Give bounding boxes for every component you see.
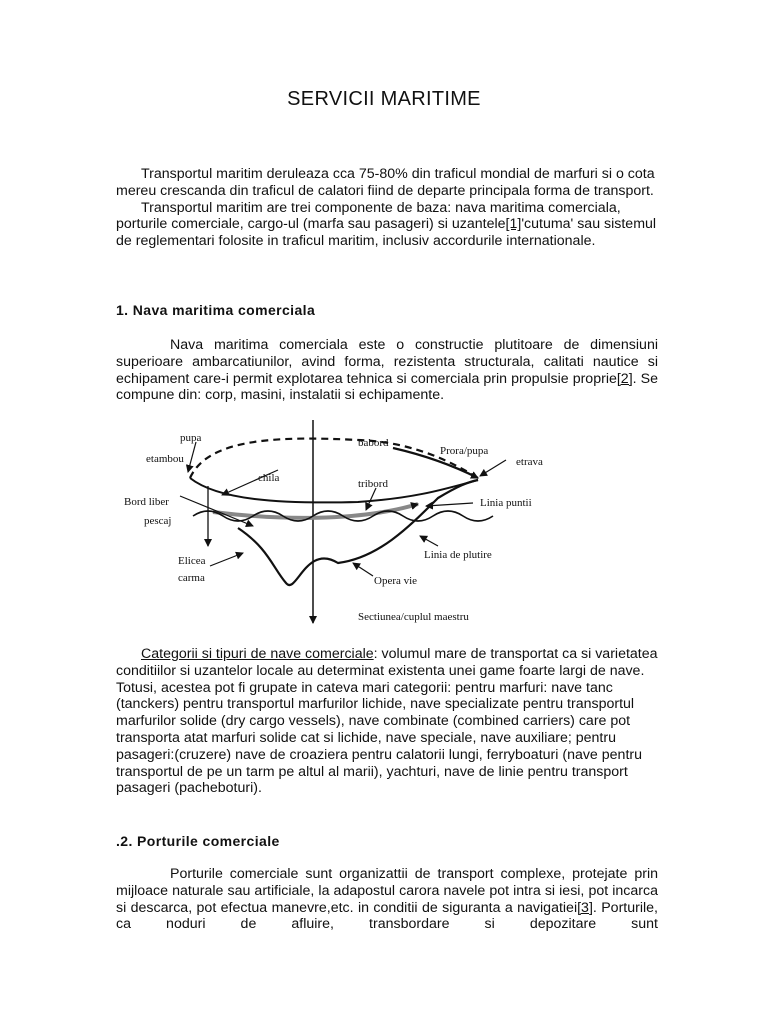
section1-paragraph <box>116 337 658 404</box>
label-chila: chila <box>258 472 280 484</box>
section2-text: Porturile comerciale sunt organizattii de transport complexe, protejate prin mijloace naturale sau artificiale, la adapostul carora navele pot intra si iesi, pot incarca si descarca, pot efectua manevre,etc. in conditii de siguranta a navigatiei <box>116 866 658 916</box>
label-pupa: pupa <box>180 432 202 444</box>
intro-p2-text-end: 'cutuma' sau sistemul de reglementari folosite in traficul maritim, inclusiv accordurile internationale. <box>116 216 657 250</box>
section1-text-end: . Se compune din: corp, masini, instalatii si echipamente. <box>116 370 658 404</box>
label-etrava: etrava <box>516 456 543 468</box>
arrow-bord-liber <box>180 496 253 526</box>
label-prora-pupa: Prora/pupa <box>440 445 489 457</box>
arrow-linia-plutire <box>420 536 438 546</box>
footnote-ref-1[interactable]: [1] <box>505 216 522 233</box>
section1-text: Nava maritima comerciala este o constructie plutitoare de dimensiuni superioare ambarcatiunilor, avind forma, rezistenta structurala, calitati nautice si echipament care-i permit explotarea tehnica si comerciala prin propulsie proprie <box>116 337 658 387</box>
arrow-elicea <box>210 553 243 566</box>
label-sectiunea: Sectiunea/cuplul maestru <box>358 611 469 623</box>
label-babord: babord <box>358 437 389 449</box>
footnote-ref-2[interactable]: [2] <box>616 370 633 387</box>
categories-lead: Categorii si tipuri de nave comerciale <box>141 646 374 662</box>
label-linia-plutire: Linia de plutire <box>424 549 492 561</box>
intro-p2-text: Transportul maritim are trei componente de baza: nava maritima comerciala, porturile comerciale, cargo-ul (marfa sau pasageri) si uzantele <box>116 199 621 233</box>
arrow-opera-vie <box>353 563 373 576</box>
deck-top-dashed <box>190 439 478 478</box>
intro-section <box>116 166 658 250</box>
intro-paragraph-1: Transportul maritim deruleaza cca 75-80% din traficul mondial de marfuri si o cota mereu crescanda din traficul de calatori fiind de departe principala forma de transport. <box>116 166 655 199</box>
label-carma: carma <box>178 572 205 584</box>
intro-paragraph-2 <box>116 200 658 250</box>
hull-section <box>238 480 478 585</box>
arrow-etrava <box>480 460 506 476</box>
section2-text-end: . Porturile, ca noduri de afluire, transbordare si depozitare sunt <box>116 899 658 933</box>
arrow-pupa <box>188 442 196 472</box>
label-pescaj: pescaj <box>144 515 172 527</box>
footnote-ref-3[interactable]: [3] <box>577 899 593 916</box>
categories-paragraph <box>116 646 658 797</box>
categories-text: : volumul mare de transportat ca si varietatea conditiilor si uzantelor locale au determinat existenta unei game foarte largi de nave. Totusi, acestea pot fi grupate in cateva mari categorii: pentru marfuri: nave tanc (tanckers) pentru transportul marfurilor lichide, nave specializate pentru transportul marfurilor solide (dry cargo vessels), nave combinate (combined carriers) care pot transporta atat marfuri solide cat si lichide, nave speciale, nave auxiliare; pentru pasageri:(cruzere) nave de croaziera pentru calatorii lungi, ferryboaturi (nave pentru transportul de pe un tarm pe altul al marii), yachturi, nave de linie pentru transport pasageri (pacheboturi). <box>116 646 658 797</box>
document-title: SERVICII MARITIME <box>287 88 481 110</box>
label-tribord: tribord <box>358 478 388 490</box>
label-elicea: Elicea <box>178 555 206 567</box>
label-etambou: etambou <box>146 453 184 465</box>
label-linia-puntii: Linia puntii <box>480 497 532 509</box>
label-bord-liber: Bord liber <box>124 496 169 508</box>
ship-diagram <box>118 418 568 626</box>
section-heading-porturi: .2. Porturile comerciale <box>116 833 280 849</box>
arrow-tribord <box>366 488 376 510</box>
section-heading-nava: 1. Nava maritima comerciala <box>116 302 316 318</box>
label-opera-vie: Opera vie <box>374 575 418 587</box>
section2-paragraph <box>116 866 658 933</box>
